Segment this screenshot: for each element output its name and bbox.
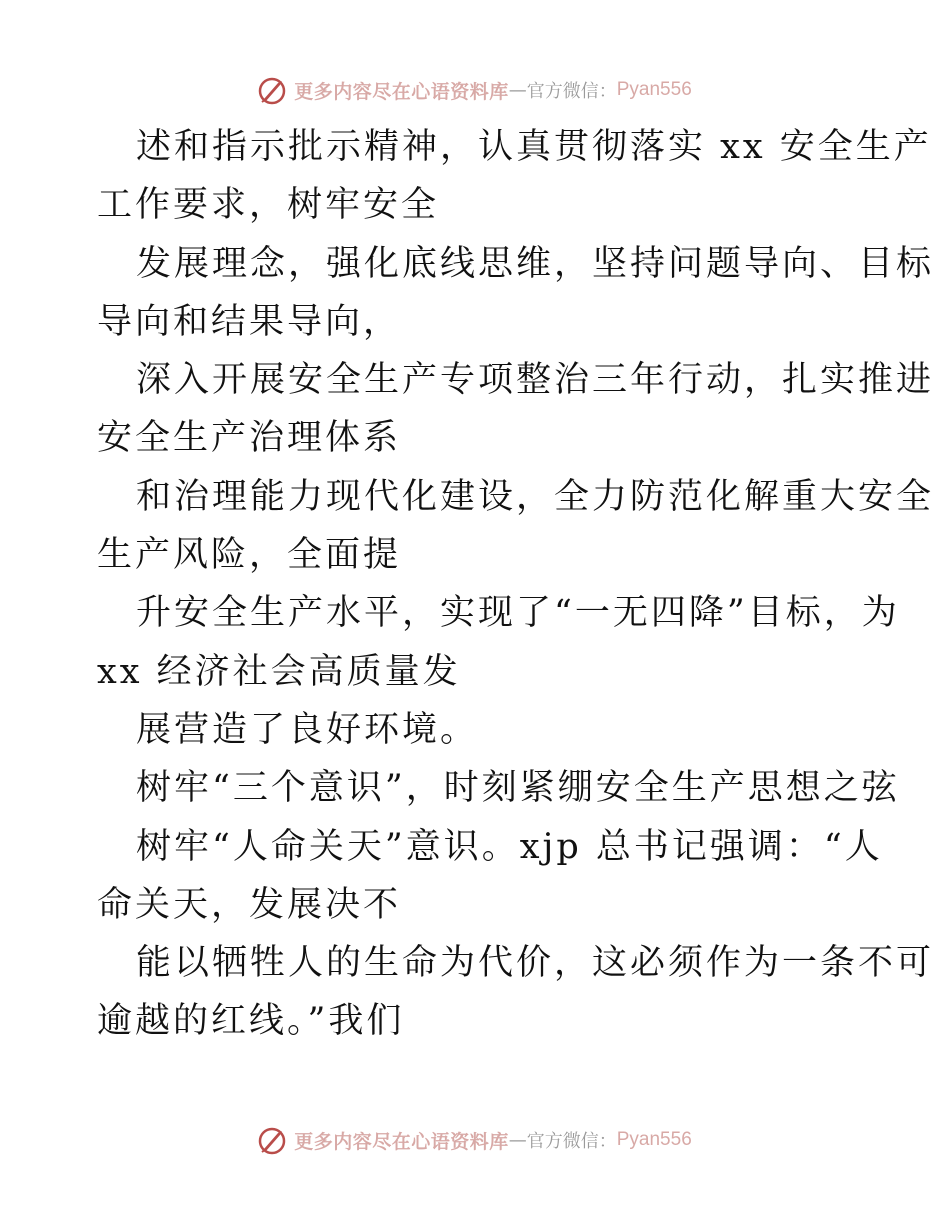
- text-line: 树牢“人命关天”意识。xjp 总书记强调：“人: [136, 826, 883, 867]
- text-line: 能以牺牲人的生命为代价，这必须作为一条不可: [136, 943, 935, 984]
- pen-logo-icon: [258, 75, 288, 105]
- header-watermark: [0, 72, 950, 108]
- text-line: 逾越的红线。”我们: [97, 1001, 405, 1042]
- text-line: 命关天，发展决不: [97, 884, 402, 925]
- watermark-wechat-label: 官方微信：: [526, 1131, 617, 1152]
- watermark-separator: —: [508, 79, 527, 101]
- text-line: 升安全生产水平，实现了“一无四降”目标，为: [136, 593, 900, 634]
- text-line: xx 经济社会高质量发: [97, 651, 461, 692]
- watermark-separator: —: [508, 1129, 527, 1151]
- text-line: 展营造了良好环境。: [136, 709, 479, 750]
- footer-watermark: [0, 1122, 950, 1158]
- watermark-wechat-id: Pyan556: [616, 1129, 692, 1150]
- watermark-wechat-id: Pyan556: [616, 79, 692, 100]
- text-line: 深入开展安全生产专项整治三年行动，扎实推进: [136, 360, 935, 401]
- text-line: 导向和结果导向，: [97, 301, 402, 342]
- text-line: 安全生产治理体系: [97, 418, 402, 459]
- watermark-text: 更多内容尽在心语资料库: [294, 80, 509, 103]
- watermark-wechat-label: 官方微信：: [526, 81, 617, 102]
- document-body: [97, 118, 935, 1051]
- text-line: 生产风险，全面提: [97, 535, 402, 576]
- pen-logo-icon: [258, 1125, 288, 1155]
- text-line: 述和指示批示精神，认真贯彻落实 xx 安全生产: [136, 127, 932, 167]
- text-line: 发展理念，强化底线思维，坚持问题导向、目标: [136, 243, 935, 284]
- text-line: 树牢“三个意识”，时刻紧绷安全生产思想之弦: [136, 768, 900, 809]
- text-line: 工作要求，树牢安全: [97, 185, 440, 226]
- text-line: 和治理能力现代化建设，全力防范化解重大安全: [136, 476, 935, 517]
- watermark-text: 更多内容尽在心语资料库: [294, 1130, 509, 1153]
